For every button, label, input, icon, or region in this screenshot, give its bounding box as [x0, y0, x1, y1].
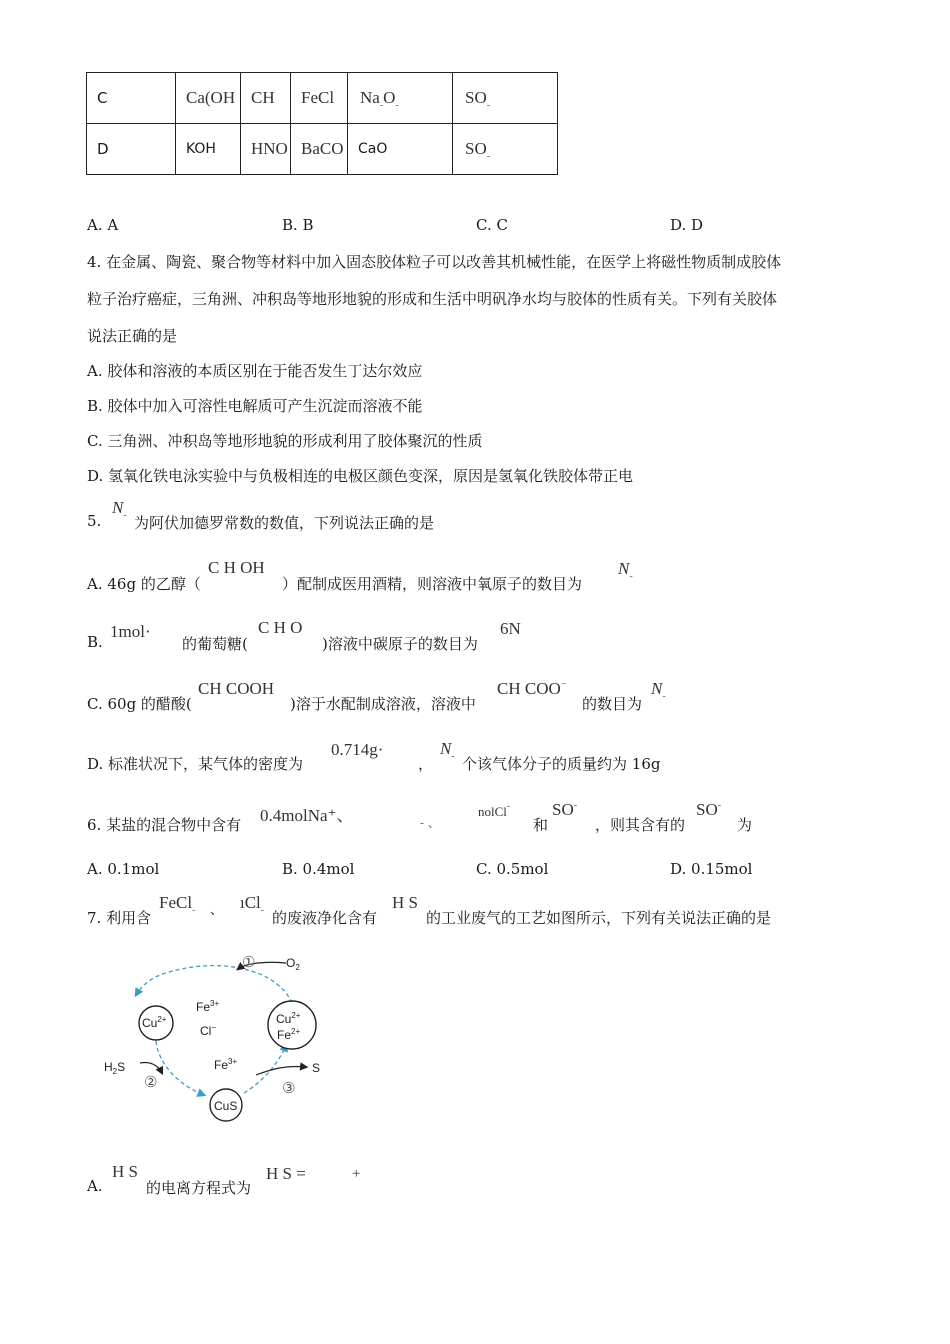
- q4-stem-line-2: 粒子治疗癌症，三角洲、冲积岛等地形地貌的形成和生活中明矾净水均与胶体的性质有关。下列有关胶体: [87, 290, 778, 308]
- q4-option-c: C. 三角洲、冲积岛等地形地貌的形成利用了胶体聚沉的性质: [87, 432, 483, 450]
- q6-formula-2: - 、: [420, 816, 440, 830]
- q5-option-d-comma: ，: [418, 755, 434, 773]
- label-o2: $O_2$: [286, 956, 300, 972]
- q5-number: 5.: [87, 512, 102, 530]
- step-3-label: ③: [282, 1080, 296, 1097]
- choice-c: C. C: [476, 216, 508, 234]
- label-fe2-right: $Fe^{2+}$: [277, 1027, 301, 1042]
- q5-option-c-prefix: C. 60g 的醋酸(: [87, 695, 192, 713]
- label-cl: Cl−: [200, 1023, 217, 1038]
- q6-prefix: 6. 某盐的混合物中含有: [87, 816, 242, 834]
- q4-option-a: A. 胶体和溶液的本质区别在于能否发生丁达尔效应: [87, 362, 423, 380]
- q7-formula-cucl2: ıCl$_-$: [240, 893, 265, 916]
- q7-option-a-prefix: A.: [87, 1177, 103, 1195]
- q6-formula-so4: SO-: [552, 800, 578, 819]
- q5-option-b-text2: )溶液中碳原子的数目为: [322, 635, 478, 653]
- cycle-arc-top: [136, 966, 292, 1003]
- q7-option-a-formula: H S: [112, 1162, 138, 1181]
- choice-b: B. B: [282, 216, 314, 234]
- table-cell: HNO: [251, 139, 288, 158]
- q7-option-a-text: 的电离方程式为: [146, 1179, 252, 1197]
- q5-option-c-n: $N_-$: [651, 679, 666, 702]
- q7-formula-h2s: H S: [392, 893, 418, 912]
- q6-text-end: 为: [737, 816, 753, 834]
- table-cell: SO: [465, 139, 487, 158]
- label-fe3-center: $Fe^{3+}$: [196, 999, 220, 1014]
- q7-prefix: 7. 利用含: [87, 909, 152, 927]
- label-s: S: [312, 1061, 321, 1075]
- q5-option-a-text: ）配制成医用酒精，则溶液中氧原子的数目为: [282, 575, 583, 593]
- q7-option-a-equation: H S =: [266, 1164, 306, 1183]
- choice-a: A. A: [87, 216, 119, 234]
- process-cycle-diagram: [96, 945, 336, 1125]
- table-row: C Ca(OH CH FeCl $Na_-O_-$ $SO_-$: [87, 73, 558, 124]
- q5-stem: 为阿伏加德罗常数的数值，下列说法正确的是: [134, 514, 435, 532]
- q6-formula-so4-2: SO-: [696, 800, 722, 819]
- q5-option-c-formula2: CH COO−: [497, 679, 567, 698]
- q5-option-b-count: 6N: [500, 619, 521, 638]
- q6-formula-na: 0.4molNa⁺、: [260, 806, 354, 825]
- q5-option-c-text2: 的数目为: [582, 695, 643, 713]
- s-arrow: [256, 1066, 306, 1075]
- q5-option-b-amount: 1mol·: [110, 622, 151, 641]
- table-cell: Ca(OH: [186, 88, 236, 107]
- options-table: [86, 72, 558, 175]
- label-cus: CuS: [214, 1099, 238, 1113]
- q5-option-b-text1: 的葡萄糖(: [182, 635, 248, 653]
- q4-option-d: D. 氢氧化铁电泳实验中与负极相连的电极区颜色变深，原因是氢氧化铁胶体带正电: [87, 467, 634, 485]
- label-fe3-lower: $Fe^{3+}$: [214, 1057, 238, 1072]
- table-cell: CH: [251, 88, 275, 107]
- table-row: D KOH HNO BaCO CaO $SO_-$: [87, 124, 558, 175]
- table-cell: BaCO: [301, 139, 344, 158]
- q6-option-a: A. 0.1mol: [87, 860, 160, 878]
- label-cu2-left: $Cu^{2+}$: [142, 1015, 167, 1030]
- q6-text: ，则其含有的: [595, 816, 686, 834]
- table-cell: CaO: [358, 141, 388, 157]
- q5-option-d-prefix: D. 标准状况下，某气体的密度为: [87, 755, 304, 773]
- q4-stem-line-1: 4. 在金属、陶瓷、聚合物等材料中加入固态胶体粒子可以改善其机械性能，在医学上将磁性物质制成胶体: [87, 253, 782, 271]
- step-1-label: ①: [242, 954, 256, 971]
- table-cell: C: [97, 89, 108, 107]
- q6-option-b: B. 0.4mol: [282, 860, 355, 878]
- step-2-label: ②: [144, 1074, 158, 1091]
- choice-d: D. D: [670, 216, 704, 234]
- q7-text1: 的废液净化含有: [272, 909, 378, 927]
- q5-option-d-text: 个该气体分子的质量约为 16g: [462, 755, 661, 773]
- label-cu2-right: $Cu^{2+}$: [276, 1011, 301, 1026]
- table-cell: KOH: [186, 141, 216, 157]
- cycle-arc-left: [156, 1041, 204, 1095]
- q6-option-c: C. 0.5mol: [476, 860, 549, 878]
- label-h2s: $H_2S$: [104, 1060, 126, 1076]
- table-cell: FeCl: [301, 88, 335, 107]
- q5-option-d-density: 0.714g·: [331, 740, 384, 759]
- q7-formula-fecl3: FeCl$_-$: [159, 893, 196, 916]
- q5-option-b-prefix: B.: [87, 633, 103, 651]
- q6-and: 和: [533, 816, 549, 834]
- q5-option-a-formula: C H OH: [208, 558, 265, 577]
- q6-option-d: D. 0.15mol: [670, 860, 753, 878]
- q5-option-a-n: $N_-$: [618, 559, 633, 582]
- q5-option-d-n: $N_-$: [440, 739, 455, 762]
- q5-option-c-text1: )溶于水配制成溶液，溶液中: [290, 695, 476, 713]
- q5-option-c-formula1: CH COOH: [198, 679, 275, 698]
- table-cell: Na: [360, 88, 380, 107]
- cycle-arc-right: [244, 1045, 286, 1093]
- q6-formula-cl: nolCl-: [478, 801, 511, 819]
- q7-option-a-plus: +: [352, 1166, 361, 1182]
- q5-option-b-formula: C H O: [258, 618, 303, 637]
- q5-option-a-prefix: A. 46g 的乙醇（: [87, 575, 201, 593]
- q5-avogadro-symbol: $N_-$: [112, 498, 127, 521]
- q7-separator: 、: [210, 903, 224, 918]
- table-cell: D: [97, 140, 109, 158]
- table-cell: SO: [465, 88, 487, 107]
- q7-text2: 的工业废气的工艺如图所示，下列有关说法正确的是: [426, 909, 772, 927]
- q4-option-b: B. 胶体中加入可溶性电解质可产生沉淀而溶液不能: [87, 397, 423, 415]
- q4-stem-line-3: 说法正确的是: [87, 327, 178, 345]
- h2s-arrow: [140, 1062, 162, 1073]
